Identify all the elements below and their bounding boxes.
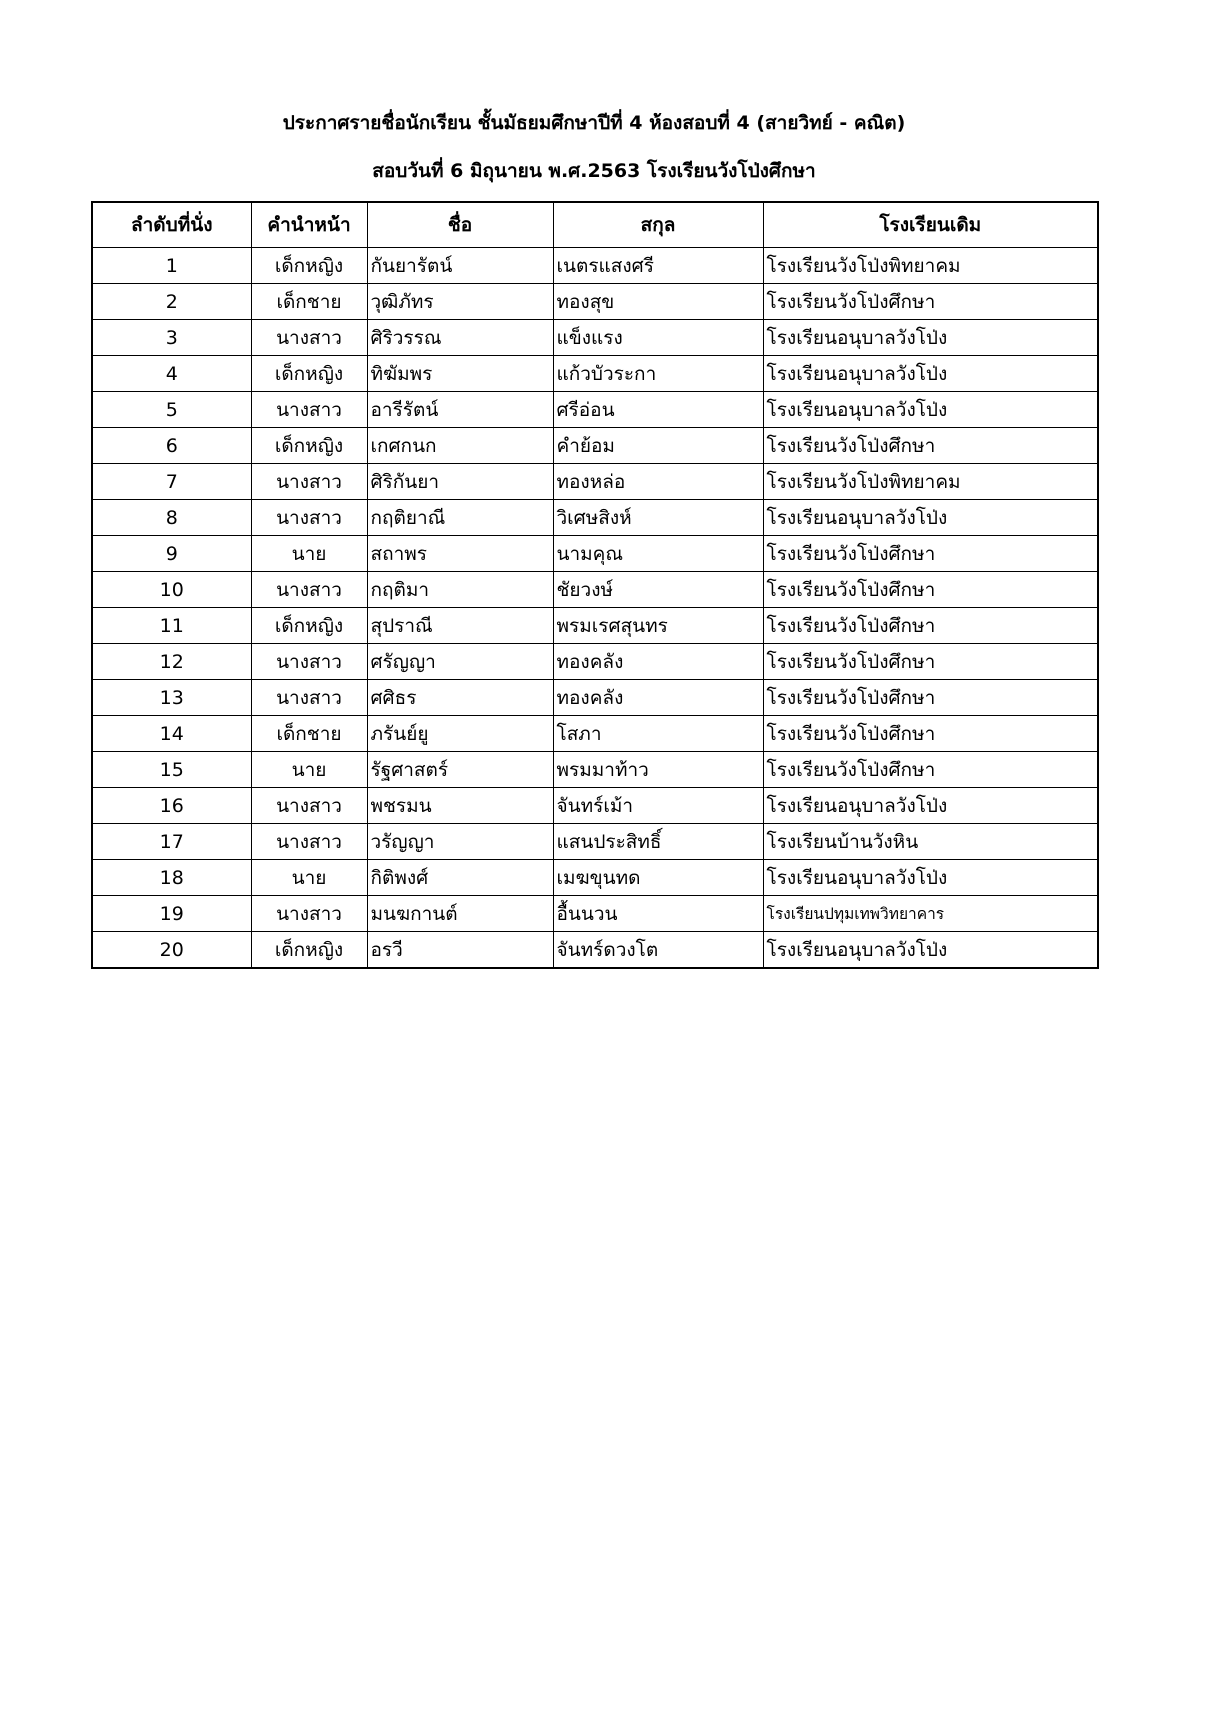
cell-school: โรงเรียนวังโป่งศึกษา	[763, 680, 1098, 716]
cell-seat: 5	[92, 392, 251, 428]
cell-school: โรงเรียนวังโป่งศึกษา	[763, 716, 1098, 752]
header-first-name: ชื่อ	[367, 202, 553, 248]
cell-prefix: นางสาว	[251, 320, 367, 356]
document-title: ประกาศรายชื่อนักเรียน ชั้นมัธยมศึกษาปีที่ 4 ห้องสอบที่ 4 (สายวิทย์ - คณิต)	[282, 112, 906, 134]
cell-seat: 3	[92, 320, 251, 356]
cell-seat: 1	[92, 248, 251, 284]
cell-seat: 11	[92, 608, 251, 644]
cell-school: โรงเรียนอนุบาลวังโป่ง	[763, 500, 1098, 536]
cell-prefix: นางสาว	[251, 572, 367, 608]
table-row	[92, 392, 1098, 428]
cell-school: โรงเรียนอนุบาลวังโป่ง	[763, 320, 1098, 356]
cell-last-name: เมฆขุนทด	[553, 860, 763, 896]
table-header-row	[92, 202, 1098, 248]
header-school: โรงเรียนเดิม	[763, 202, 1098, 248]
cell-prefix: นางสาว	[251, 788, 367, 824]
cell-seat: 10	[92, 572, 251, 608]
cell-last-name: คำย้อม	[553, 428, 763, 464]
table-row	[92, 932, 1098, 969]
cell-last-name: โสภา	[553, 716, 763, 752]
cell-prefix: เด็กหญิง	[251, 428, 367, 464]
cell-prefix: นาย	[251, 752, 367, 788]
cell-last-name: พรมมาท้าว	[553, 752, 763, 788]
cell-first-name: อารีรัตน์	[367, 392, 553, 428]
cell-school: โรงเรียนบ้านวังหิน	[763, 824, 1098, 860]
cell-school: โรงเรียนวังโป่งศึกษา	[763, 536, 1098, 572]
cell-seat: 7	[92, 464, 251, 500]
cell-prefix: นางสาว	[251, 644, 367, 680]
table-row	[92, 356, 1098, 392]
table-row	[92, 248, 1098, 284]
cell-school: โรงเรียนวังโป่งศึกษา	[763, 428, 1098, 464]
cell-first-name: วรัญญา	[367, 824, 553, 860]
cell-last-name: พรมเรศสุนทร	[553, 608, 763, 644]
cell-seat: 13	[92, 680, 251, 716]
cell-prefix: นางสาว	[251, 824, 367, 860]
cell-seat: 6	[92, 428, 251, 464]
cell-school: โรงเรียนวังโป่งศึกษา	[763, 752, 1098, 788]
cell-seat: 14	[92, 716, 251, 752]
cell-school: โรงเรียนวังโป่งพิทยาคม	[763, 464, 1098, 500]
cell-first-name: พชรมน	[367, 788, 553, 824]
cell-first-name: สุปราณี	[367, 608, 553, 644]
table-row	[92, 896, 1098, 932]
cell-first-name: วุฒิภัทร	[367, 284, 553, 320]
header-last-name: สกุล	[553, 202, 763, 248]
cell-first-name: ทิฆัมพร	[367, 356, 553, 392]
cell-school: โรงเรียนปทุมเทพวิทยาคาร	[763, 896, 1098, 932]
cell-seat: 4	[92, 356, 251, 392]
cell-seat: 16	[92, 788, 251, 824]
cell-prefix: เด็กหญิง	[251, 248, 367, 284]
header-seat: ลำดับที่นั่ง	[92, 202, 251, 248]
cell-last-name: อื้นนวน	[553, 896, 763, 932]
table-row	[92, 860, 1098, 896]
cell-prefix: เด็กชาย	[251, 716, 367, 752]
cell-first-name: กฤติมา	[367, 572, 553, 608]
cell-last-name: จันทร์เม้า	[553, 788, 763, 824]
cell-first-name: เกศกนก	[367, 428, 553, 464]
table-row	[92, 644, 1098, 680]
cell-prefix: เด็กหญิง	[251, 932, 367, 969]
table-row	[92, 464, 1098, 500]
cell-first-name: กิติพงศ์	[367, 860, 553, 896]
cell-school: โรงเรียนอนุบาลวังโป่ง	[763, 356, 1098, 392]
cell-last-name: ศรีอ่อน	[553, 392, 763, 428]
table-row	[92, 500, 1098, 536]
cell-prefix: นางสาว	[251, 896, 367, 932]
cell-last-name: แก้วบัวระกา	[553, 356, 763, 392]
cell-seat: 12	[92, 644, 251, 680]
cell-prefix: นางสาว	[251, 680, 367, 716]
cell-last-name: เนตรแสงศรี	[553, 248, 763, 284]
cell-school: โรงเรียนวังโป่งศึกษา	[763, 572, 1098, 608]
cell-first-name: มนฆกานต์	[367, 896, 553, 932]
cell-last-name: แสนประสิทธิ์	[553, 824, 763, 860]
student-roster-table	[91, 201, 1099, 969]
cell-school: โรงเรียนอนุบาลวังโป่ง	[763, 932, 1098, 969]
cell-seat: 9	[92, 536, 251, 572]
cell-last-name: ชัยวงษ์	[553, 572, 763, 608]
cell-prefix: นางสาว	[251, 392, 367, 428]
table-row	[92, 536, 1098, 572]
cell-first-name: ศศิธร	[367, 680, 553, 716]
cell-prefix: นางสาว	[251, 500, 367, 536]
table-row	[92, 824, 1098, 860]
cell-last-name: ทองหล่อ	[553, 464, 763, 500]
cell-last-name: นามคุณ	[553, 536, 763, 572]
cell-prefix: เด็กหญิง	[251, 608, 367, 644]
cell-last-name: ทองคลัง	[553, 644, 763, 680]
cell-seat: 18	[92, 860, 251, 896]
cell-first-name: รัฐศาสตร์	[367, 752, 553, 788]
cell-seat: 8	[92, 500, 251, 536]
table-row	[92, 716, 1098, 752]
table-row	[92, 680, 1098, 716]
table-row	[92, 572, 1098, 608]
table-row	[92, 320, 1098, 356]
cell-first-name: ศิริวรรณ	[367, 320, 553, 356]
cell-seat: 17	[92, 824, 251, 860]
cell-school: โรงเรียนวังโป่งศึกษา	[763, 644, 1098, 680]
cell-first-name: ศรัญญา	[367, 644, 553, 680]
cell-prefix: เด็กหญิง	[251, 356, 367, 392]
cell-school: โรงเรียนอนุบาลวังโป่ง	[763, 392, 1098, 428]
cell-seat: 20	[92, 932, 251, 969]
cell-seat: 15	[92, 752, 251, 788]
cell-prefix: นาย	[251, 536, 367, 572]
cell-school: โรงเรียนวังโป่งพิทยาคม	[763, 248, 1098, 284]
cell-first-name: กันยารัตน์	[367, 248, 553, 284]
cell-school: โรงเรียนวังโป่งศึกษา	[763, 608, 1098, 644]
cell-last-name: ทองสุข	[553, 284, 763, 320]
cell-school: โรงเรียนวังโป่งศึกษา	[763, 284, 1098, 320]
table-row	[92, 428, 1098, 464]
cell-first-name: ศิริกันยา	[367, 464, 553, 500]
cell-last-name: จันทร์ดวงโต	[553, 932, 763, 969]
cell-first-name: ภรันย์ยู	[367, 716, 553, 752]
cell-school: โรงเรียนอนุบาลวังโป่ง	[763, 788, 1098, 824]
table-row	[92, 284, 1098, 320]
cell-last-name: ทองคลัง	[553, 680, 763, 716]
cell-seat: 19	[92, 896, 251, 932]
cell-school: โรงเรียนอนุบาลวังโป่ง	[763, 860, 1098, 896]
cell-last-name: วิเศษสิงห์	[553, 500, 763, 536]
table-row	[92, 788, 1098, 824]
header-prefix: คำนำหน้า	[251, 202, 367, 248]
cell-prefix: นาย	[251, 860, 367, 896]
cell-last-name: แข็งแรง	[553, 320, 763, 356]
document-subtitle: สอบวันที่ 6 มิถุนายน พ.ศ.2563 โรงเรียนวังโป่งศึกษา	[372, 160, 816, 182]
cell-seat: 2	[92, 284, 251, 320]
cell-first-name: อรวี	[367, 932, 553, 969]
cell-prefix: นางสาว	[251, 464, 367, 500]
cell-prefix: เด็กชาย	[251, 284, 367, 320]
cell-first-name: กฤติยาณี	[367, 500, 553, 536]
table-row	[92, 752, 1098, 788]
table-body	[92, 248, 1098, 969]
table-row	[92, 608, 1098, 644]
cell-first-name: สถาพร	[367, 536, 553, 572]
